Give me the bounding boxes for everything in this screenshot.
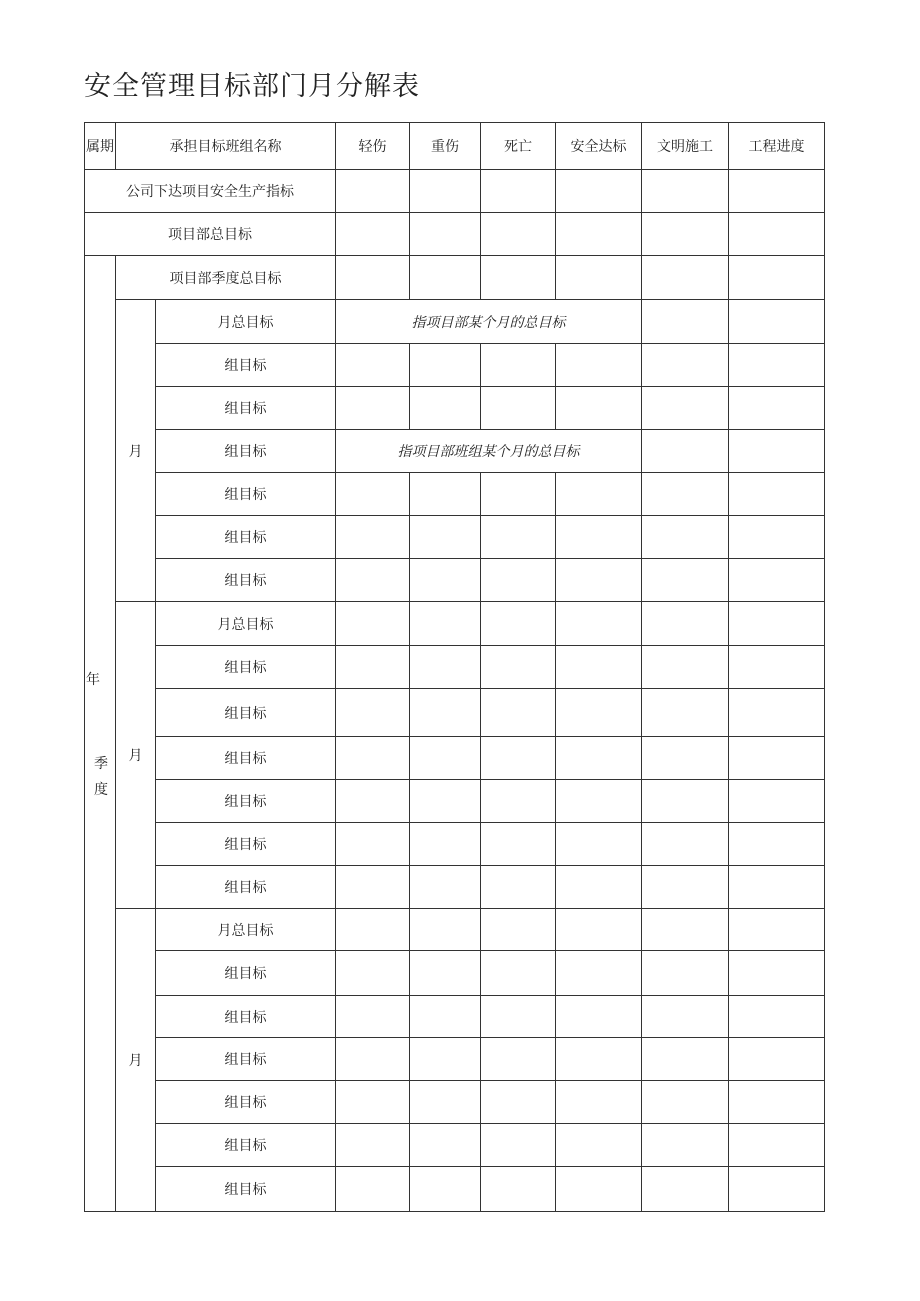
team-target-row: [85, 646, 825, 689]
table-cell: [336, 996, 410, 1038]
team-target-row: [85, 344, 825, 387]
team-target-row: [85, 866, 825, 909]
table-cell: [336, 516, 410, 559]
team-target-row: [85, 689, 825, 737]
company-target-row: [85, 170, 825, 213]
team-target-label: 组目标: [156, 866, 336, 909]
team-target-row: [85, 559, 825, 602]
table-cell: [336, 387, 410, 430]
month-total-label: 月总目标: [156, 300, 336, 344]
table-cell: [729, 1124, 825, 1167]
team-target-label: 组目标: [156, 344, 336, 387]
table-cell: [556, 387, 642, 430]
table-cell: [336, 602, 410, 646]
team-target-label: 组目标: [156, 1038, 336, 1081]
table-cell: [410, 559, 481, 602]
table-cell: [642, 344, 729, 387]
table-cell: [336, 1081, 410, 1124]
table-cell: [336, 823, 410, 866]
table-cell: [642, 646, 729, 689]
team-target-row: [85, 737, 825, 780]
table-cell: [642, 909, 729, 951]
team-target-label: 组目标: [156, 516, 336, 559]
year-quarter-column: [85, 256, 116, 1212]
table-cell: [556, 516, 642, 559]
table-cell: [642, 602, 729, 646]
header-civilized-construction: 文明施工: [642, 123, 729, 170]
month-total-row: [85, 909, 825, 951]
table-cell: [642, 1038, 729, 1081]
table-cell: [556, 1167, 642, 1212]
table-cell: [729, 866, 825, 909]
table-cell: [729, 170, 825, 213]
table-cell: [729, 996, 825, 1038]
table-cell: [729, 1081, 825, 1124]
month-total-row: [85, 602, 825, 646]
table-cell: [410, 1038, 481, 1081]
table-cell: [642, 1167, 729, 1212]
table-cell: [481, 1124, 556, 1167]
team-target-row: [85, 516, 825, 559]
team-target-row: [85, 823, 825, 866]
table-cell: [729, 213, 825, 256]
table-cell: [556, 823, 642, 866]
table-cell: [556, 170, 642, 213]
table-cell: [556, 1124, 642, 1167]
table-cell: [410, 909, 481, 951]
table-cell: [410, 737, 481, 780]
table-cell: [336, 780, 410, 823]
year-label: 年: [86, 671, 100, 688]
table-cell: [481, 780, 556, 823]
month-label: 月: [116, 909, 156, 1212]
table-cell: [481, 387, 556, 430]
table-cell: [481, 909, 556, 951]
table-cell: [729, 300, 825, 344]
team-target-row: [85, 1124, 825, 1167]
team-target-label: 组目标: [156, 387, 336, 430]
table-cell: [729, 387, 825, 430]
table-cell: [410, 344, 481, 387]
team-target-row: [85, 996, 825, 1038]
table-cell: [481, 866, 556, 909]
table-cell: [642, 473, 729, 516]
table-cell: [642, 559, 729, 602]
team-target-row: [85, 1167, 825, 1212]
table-cell: [642, 430, 729, 473]
table-cell: [556, 1081, 642, 1124]
table-cell: [642, 823, 729, 866]
table-cell: [481, 473, 556, 516]
table-cell: [556, 602, 642, 646]
table-cell: [336, 866, 410, 909]
table-cell: [336, 473, 410, 516]
table-cell: [410, 1124, 481, 1167]
table-cell: [410, 866, 481, 909]
header-death: 死亡: [481, 123, 556, 170]
table-cell: [729, 1038, 825, 1081]
team-target-label: 组目标: [156, 689, 336, 737]
quarter-label-2: 度: [94, 781, 108, 798]
table-cell: [481, 1038, 556, 1081]
table-cell: [556, 256, 642, 300]
table-cell: [481, 737, 556, 780]
team-month-note: 指项目部班组某个月的总目标: [336, 430, 642, 473]
header-safety-compliance: 安全达标: [556, 123, 642, 170]
table-cell: [556, 780, 642, 823]
table-cell: [336, 689, 410, 737]
team-target-label: 组目标: [156, 473, 336, 516]
table-cell: [481, 602, 556, 646]
table-cell: [729, 559, 825, 602]
table-cell: [336, 256, 410, 300]
table-cell: [481, 1081, 556, 1124]
table-cell: [642, 256, 729, 300]
table-cell: [410, 1167, 481, 1212]
team-target-row: [85, 473, 825, 516]
project-quarter-row: [85, 256, 825, 300]
quarter-label-1: 季: [94, 755, 108, 772]
page-title: 安全管理目标部门月分解表: [84, 71, 420, 102]
table-cell: [410, 213, 481, 256]
table-cell: [556, 344, 642, 387]
table-cell: [410, 256, 481, 300]
table-cell: [336, 213, 410, 256]
team-target-row: [85, 387, 825, 430]
table-cell: [642, 213, 729, 256]
table-cell: [336, 170, 410, 213]
table-cell: [729, 430, 825, 473]
table-cell: [729, 737, 825, 780]
team-target-label: 组目标: [156, 951, 336, 996]
team-target-row: [85, 1081, 825, 1124]
table-cell: [729, 780, 825, 823]
header-period: 属期: [85, 123, 116, 170]
table-cell: [481, 689, 556, 737]
table-cell: [336, 1167, 410, 1212]
project-quarter-label: 项目部季度总目标: [116, 256, 336, 300]
table-cell: [556, 996, 642, 1038]
table-cell: [481, 1167, 556, 1212]
table-cell: [729, 602, 825, 646]
target-breakdown-table: [84, 122, 825, 1212]
table-cell: [410, 1081, 481, 1124]
table-cell: [556, 689, 642, 737]
table-cell: [481, 996, 556, 1038]
team-target-label: 组目标: [156, 1167, 336, 1212]
header-row: [85, 123, 825, 170]
table-cell: [481, 256, 556, 300]
table-cell: [410, 602, 481, 646]
project-total-row: [85, 213, 825, 256]
table-cell: [410, 996, 481, 1038]
table-cell: [410, 951, 481, 996]
table-cell: [410, 823, 481, 866]
table-cell: [642, 1124, 729, 1167]
month-total-row: [85, 300, 825, 344]
table-cell: [556, 473, 642, 516]
team-target-row: [85, 951, 825, 996]
table-cell: [336, 646, 410, 689]
month-label: 月: [116, 602, 156, 909]
table-cell: [336, 1124, 410, 1167]
table-cell: [729, 951, 825, 996]
table-cell: [729, 256, 825, 300]
table-cell: [481, 646, 556, 689]
team-target-label: 组目标: [156, 780, 336, 823]
table-cell: [481, 344, 556, 387]
table-cell: [729, 909, 825, 951]
company-target-label: 公司下达项目安全生产指标: [85, 170, 336, 213]
table-cell: [336, 909, 410, 951]
table-cell: [642, 300, 729, 344]
team-target-label: 组目标: [156, 646, 336, 689]
table-cell: [556, 866, 642, 909]
table-cell: [729, 646, 825, 689]
table-cell: [642, 387, 729, 430]
month-total-note: 指项目部某个月的总目标: [336, 300, 642, 344]
table-cell: [556, 1038, 642, 1081]
header-serious-injury: 重伤: [410, 123, 481, 170]
project-total-label: 项目部总目标: [85, 213, 336, 256]
table-cell: [556, 909, 642, 951]
team-target-row: [85, 780, 825, 823]
table-cell: [642, 866, 729, 909]
table-cell: [481, 559, 556, 602]
table-cell: [556, 559, 642, 602]
table-cell: [410, 516, 481, 559]
team-target-label: 组目标: [156, 1081, 336, 1124]
table-cell: [556, 951, 642, 996]
table-cell: [481, 170, 556, 213]
team-target-label: 组目标: [156, 1124, 336, 1167]
table-cell: [642, 780, 729, 823]
table-cell: [642, 1081, 729, 1124]
table-cell: [410, 170, 481, 213]
table-cell: [642, 170, 729, 213]
table-cell: [481, 951, 556, 996]
table-cell: [642, 516, 729, 559]
team-target-row: [85, 1038, 825, 1081]
table-cell: [336, 737, 410, 780]
team-target-label: 组目标: [156, 996, 336, 1038]
table-cell: [556, 737, 642, 780]
table-cell: [481, 823, 556, 866]
table-cell: [481, 516, 556, 559]
table-cell: [729, 689, 825, 737]
table-cell: [336, 951, 410, 996]
month-total-label: 月总目标: [156, 909, 336, 951]
table-cell: [410, 646, 481, 689]
month-label: 月: [116, 300, 156, 602]
table-cell: [336, 559, 410, 602]
table-cell: [336, 1038, 410, 1081]
team-target-label: 组目标: [156, 823, 336, 866]
table-cell: [729, 516, 825, 559]
table-cell: [729, 823, 825, 866]
table-cell: [336, 344, 410, 387]
table-cell: [729, 1167, 825, 1212]
header-minor-injury: 轻伤: [336, 123, 410, 170]
table-cell: [642, 689, 729, 737]
table-cell: [556, 213, 642, 256]
team-target-row: [85, 430, 825, 473]
table-cell: [410, 473, 481, 516]
table-cell: [729, 473, 825, 516]
table-cell: [642, 737, 729, 780]
table-cell: [410, 780, 481, 823]
team-target-label: 组目标: [156, 737, 336, 780]
header-team-name: 承担目标班组名称: [116, 123, 336, 170]
header-progress: 工程进度: [729, 123, 825, 170]
table-cell: [642, 996, 729, 1038]
table-cell: [410, 387, 481, 430]
table-cell: [556, 646, 642, 689]
table-cell: [410, 689, 481, 737]
table-cell: [729, 344, 825, 387]
table-cell: [481, 213, 556, 256]
team-target-label: 组目标: [156, 430, 336, 473]
team-target-label: 组目标: [156, 559, 336, 602]
table-cell: [642, 951, 729, 996]
month-total-label: 月总目标: [156, 602, 336, 646]
